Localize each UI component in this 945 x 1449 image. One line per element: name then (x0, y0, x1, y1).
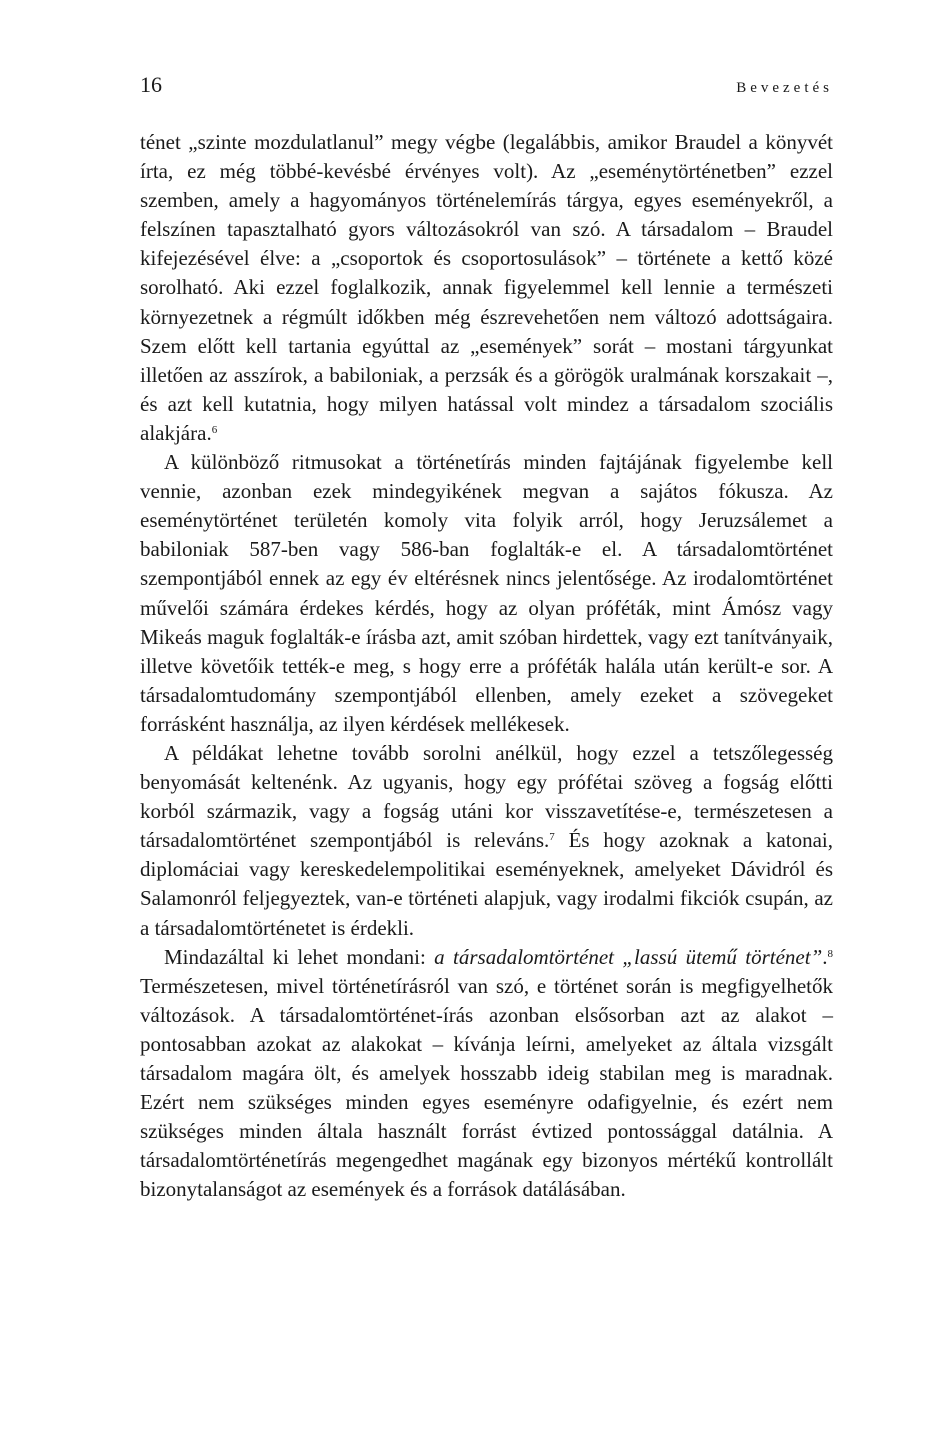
paragraph-text: Mindazáltal ki lehet mondani: (164, 944, 435, 969)
running-head: Bevezetés (736, 80, 833, 96)
paragraph-text: A különböző ritmusokat a történetírás minden fajtájának figyelembe kell vennie, azonban ezek mindegyikének megvan a sajátos fókusza. Az eseménytörténet területén komoly vita folyik arról, hogy Jeruzsálemet a babiloniak 587-ben vagy 586-ban foglalták-e el. A társadalomtörténet szempontjából ennek az egy év eltérésnek nincs jelentősége. Az irodalomtörténet művelői számára érdekes kérdés, hogy az olyan próféták, mint Ámósz vagy Mikeás maguk foglalták-e írásba azt, amit szóban hirdettek, vagy ezt tanítványaik, illetve követőik tették-e meg, s hogy erre a próféták halála után került-e sor. A társadalomtudomány szempontjából ellenben, amely ezeket a szövegeket forrásként használja, az ilyen kérdések mellékesek. (140, 450, 833, 736)
footnote-ref: 8 (827, 947, 833, 960)
paragraph-2 (140, 448, 833, 739)
emphasized-thesis: a társadalomtörténet „lassú ütemű történet” (434, 944, 823, 969)
paragraph-text: . (822, 944, 828, 969)
footnote-ref: 6 (211, 423, 218, 436)
paragraph-3 (140, 739, 833, 943)
body-text (140, 128, 833, 1204)
paragraph-text: ténet „szinte mozdulatlanul” megy végbe (legalábbis, amikor Braudel a könyvét írta, ez még többé-kevésbé érvényes volt). Az „eseménytörténetben” ezzel szemben, amely a hagyományos történelemírás tárgya, egyes eseményekről, a felszínen tapasztalható gyors változásokról van szó. A társadalom – Braudel kifejezésével élve: a „csoportok és csoportosulások” – története a kettő közé sorolható. Aki ezzel foglalkozik, annak figyelemmel kell lennie a természeti környezetnek a régmúlt időkben még észrevehetően nem változó adottságaira. Szem előtt kell tartania egyúttal az „események” sorát – mostani tárgyunkat illetően az asszírok, a babiloniak, a perzsák és a görögök uralmának korszakait –, és azt kell kutatnia, hogy milyen hatással volt mindez a társadalom szociális alakjára. (140, 130, 833, 445)
paragraph-text: Természetesen, mivel történetírásról van szó, e történet során is megfigyelhetők változások. A társadalomtörténet-írás azonban elsősorban azt az alakot – pontosabban azokat az alakokat – kívánja leírni, amelyeket az általa vizsgált társadalom magára ölt, és amelyek hosszabb ideig stabilan meg is maradnak. Ezért nem szükséges minden egyes eseményre odafigyelnie, és ezért nem szükséges minden általa használt forrást évtized pontossággal datálnia. A társadalomtörténetírás megengedhet magának egy bizonyos mértékű kontrollált bizonytalanságot az események és a források datálásában. (140, 973, 833, 1202)
page-number: 16 (140, 72, 162, 97)
paragraph-4 (140, 943, 833, 1205)
paragraph-1 (140, 128, 833, 448)
footnote-ref: 7 (549, 831, 555, 844)
paragraph-text: A példákat lehetne tovább sorolni anélkül, hogy ezzel a tetszőlegesség benyomását keltenénk. Az ugyanis, hogy egy prófétai szöveg a fogság előtti korból származik, vagy a fogság utáni kor visszavetítése-e, természetesen a társadalomtörténet szempontjából is releváns. (140, 740, 833, 853)
page-header (140, 72, 833, 98)
paragraph-text: És hogy azoknak a katonai, diplomáciai vagy kereskedelempolitikai eseményeknek, amelyeket Dávidról és Salamonról feljegyeztek, van-e történeti alapjuk, vagy irodalmi fikciók csupán, az a társadalomtörténetet is érdekli. (140, 828, 834, 940)
